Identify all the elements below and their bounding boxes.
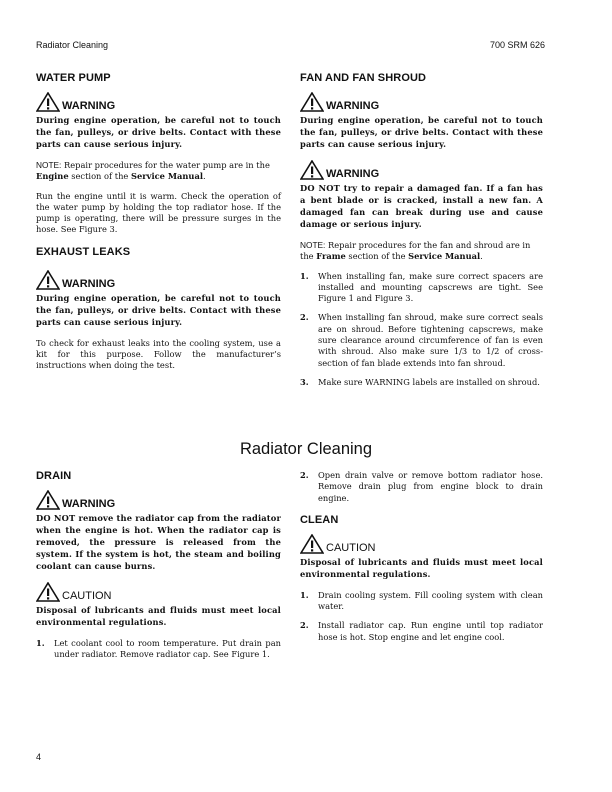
water-pump-body: Run the engine until it is warm. Check the operation of the water pump by holding the top radiator hose. If the pump is operating, there will be pressure surges in the hose. See Figure 3. [36,190,281,235]
drain-warning [36,490,281,510]
drain-steps-left [36,638,281,661]
warning-text: During engine operation, be careful not to touch the fan, pulleys, or drive belts. Contact with these parts can cause serious injury. [36,292,281,327]
list-item: 1. Drain cooling system. Fill cooling system with clean water. [300,589,543,612]
caution-triangle-icon [36,582,60,602]
caution-text: Disposal of lubricants and fluids must meet local environmental regulations. [36,605,281,627]
warning-text: During engine operation, be careful not to touch the fan, pulleys, or drive belts. Contact with these parts can cause serious injury. [300,115,543,149]
warning-triangle-icon [36,270,60,290]
warning-label: WARNING [62,277,116,290]
exhaust-leaks-heading: EXHAUST LEAKS [36,245,131,258]
drain-section [36,470,281,669]
warning-label: WARNING [326,100,380,112]
water-pump-section [36,72,281,380]
section-title: Radiator Cleaning [239,440,373,458]
list-item: 1. When installing fan, make sure correct spacers are installed and mounting capscrews are tight. See Figure 1 and Figure 3. [300,270,543,304]
caution-text: Disposal of lubricants and fluids must meet local environmental regulations. [300,556,543,579]
drain-steps-right [300,470,543,504]
warning-label: WARNING [62,100,116,112]
warning-text: DO NOT try to repair a damaged fan. If a fan has a bent blade or is cracked, install a new fan. A damaged fan can break during use and cause damage or serious injury. [300,183,543,229]
caution-label: CAUTION [326,541,376,554]
warning-triangle-icon [36,92,60,112]
running-header-doc-id: 700 SRM 626 [490,40,546,50]
list-item: 2. When installing fan shroud, make sure correct seals are on shroud. Before tightening capscrews, make sure clearance around circumference of fan is even with shroud. Also make sure 1/3 to 1/2 of cross-section of fan blade extends into fan shroud. [300,312,543,368]
page-number: 4 [36,752,42,762]
caution-triangle-icon [300,534,324,554]
drain-caution [36,582,281,602]
list-item: 3. Make sure WARNING labels are installed on shroud. [300,376,540,387]
fan-shroud-section [300,72,543,396]
note: NOTE: Repair procedures for the fan and shroud are in the Frame section of the Service Manual. [300,240,531,262]
drain-heading: DRAIN [36,470,72,482]
note: NOTE: Repair procedures for the water pump are in the Engine section of the Service Manual. [36,160,270,182]
fan-shroud-steps [300,271,543,389]
water-pump-heading: WATER PUMP [36,72,111,84]
list-item: 1. Let coolant cool to room temperature. Put drain pan under radiator. Remove radiator cap. See Figure 1. [36,638,281,660]
fan-warning-2 [300,160,543,180]
warning-label: WARNING [326,168,380,180]
fan-shroud-heading: FAN AND FAN SHROUD [300,72,427,84]
warning-label: WARNING [62,498,116,510]
clean-steps [300,590,543,643]
clean-heading: CLEAN [300,513,339,526]
list-item: 2. Install radiator cap. Run engine until top radiator hose is hot. Stop engine and let engine cool. [300,620,543,642]
caution-label: CAUTION [62,590,112,602]
warning-text: During engine operation, be careful not to touch the fan, pulleys, or drive belts. Contact with these parts can cause serious injury. [36,115,281,149]
exhaust-warning [36,270,281,290]
drain-continued-and-clean [300,470,543,651]
running-header-title: Radiator Cleaning [36,40,109,50]
warning-triangle-icon [300,92,324,112]
warning-triangle-icon [300,160,324,180]
warning-text: DO NOT remove the radiator cap from the radiator when the engine is hot. When the radiator cap is removed, the pressure is released from the system. If the system is hot, the steam and boiling coolant can cause burns. [36,513,281,571]
exhaust-leaks-body: To check for exhaust leaks into the cooling system, use a kit for this purpose. Follow the manufacturer’s instructions when doing the test. [36,337,281,371]
clean-caution [300,534,543,554]
fan-warning-1 [300,92,543,112]
warning-triangle-icon [36,490,60,510]
water-pump-warning [36,92,281,112]
list-item: 2. Open drain valve or remove bottom radiator hose. Remove drain plug from engine block to drain engine. [300,470,543,503]
